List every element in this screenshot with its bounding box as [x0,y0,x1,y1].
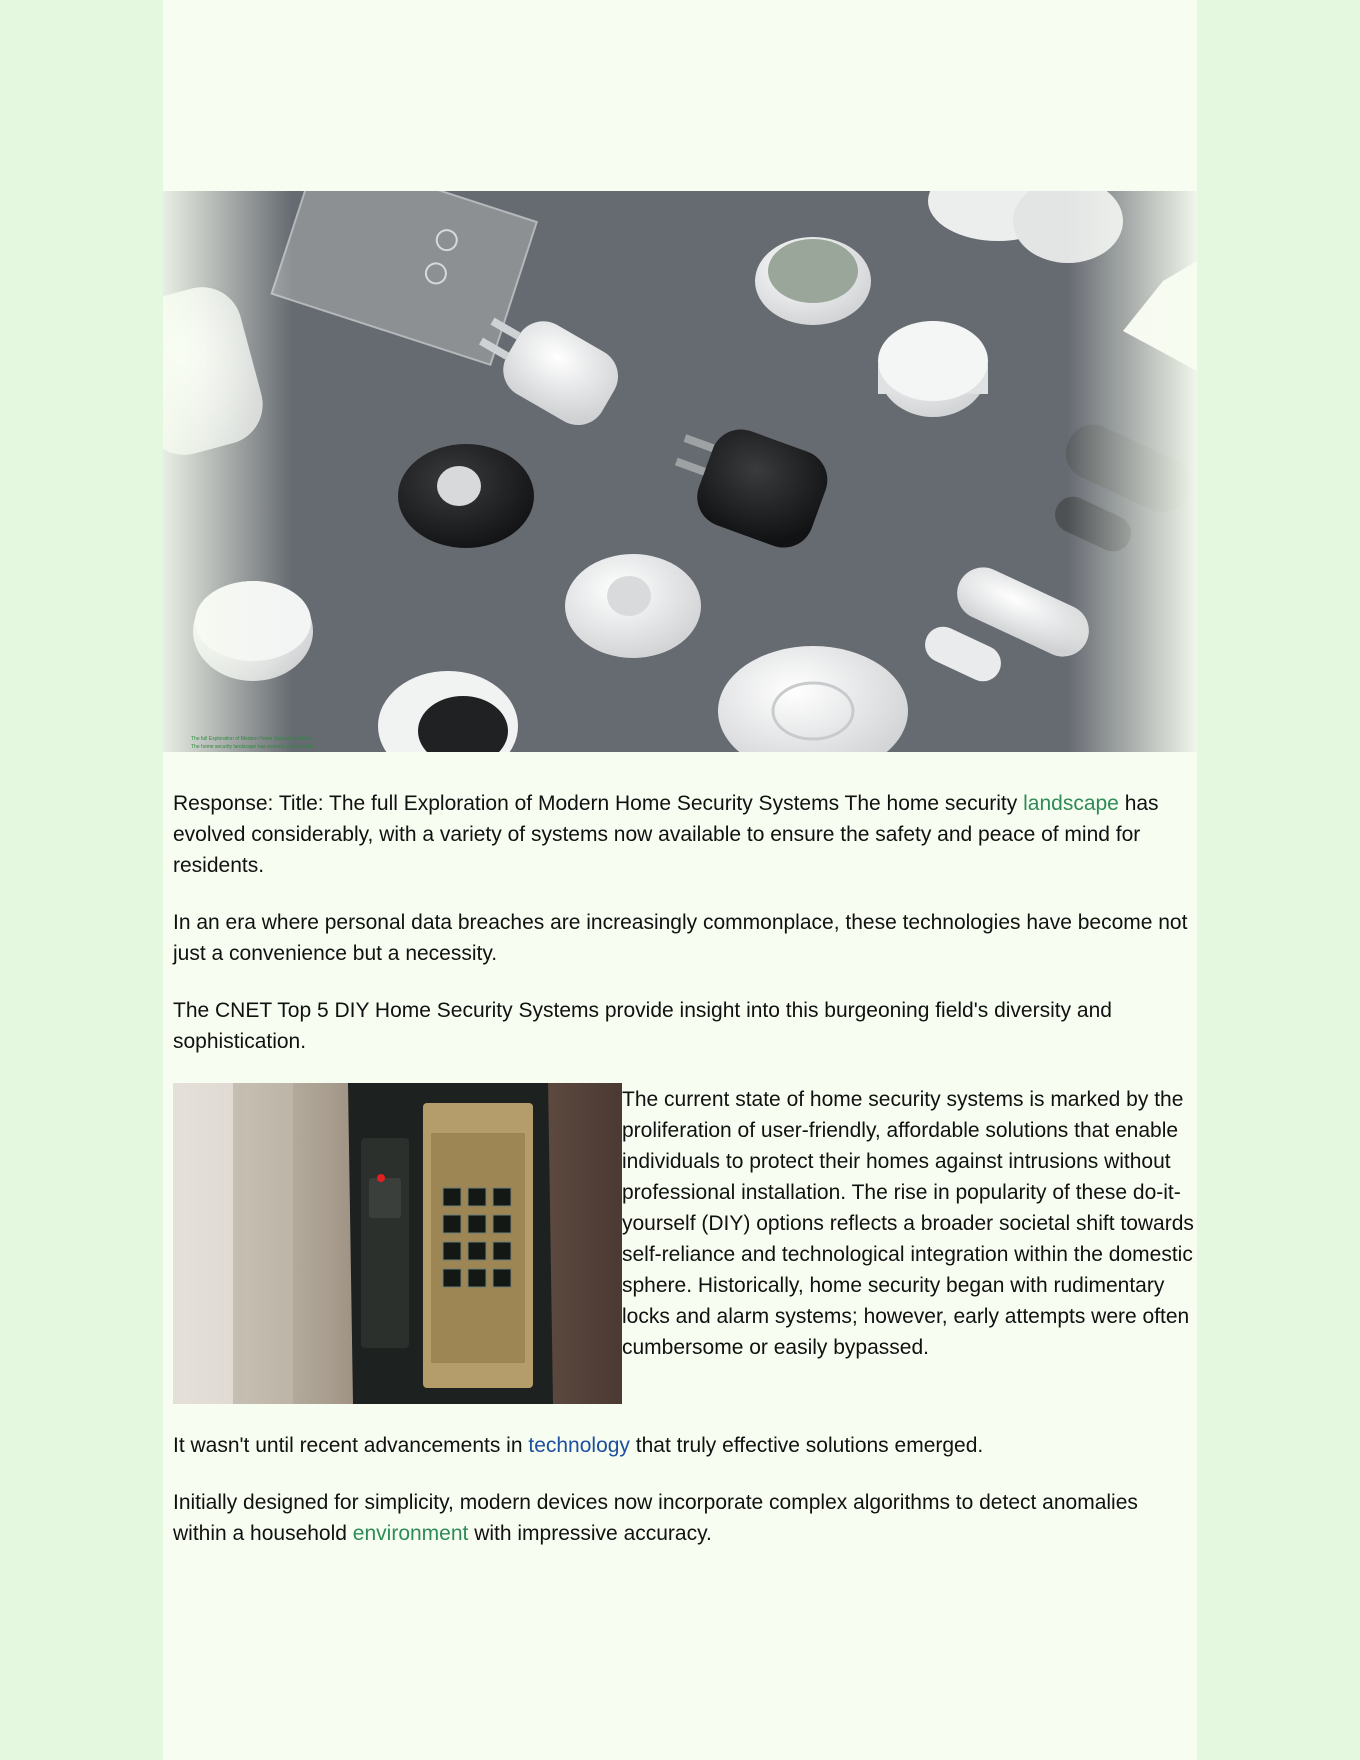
paragraph-era: In an era where personal data breaches are increasingly commonplace, these technologies have become not just a convenience but a necessity. [173,911,1188,965]
hero-image [163,191,1197,752]
paragraph-simplicity-text-end: with impressive accuracy. [468,1522,712,1545]
hero-caption-line2: The home security landscape has evolved considerably [191,744,314,750]
paragraph-intro-text: Response: Title: The full Exploration of Modern Home Security Systems The home security [173,792,1024,815]
hero-caption-line1: The full Exploration of Modern Home Security Systems [191,736,313,742]
paragraph-current-state: The current state of home security systems is marked by the proliferation of user-friendly, affordable solutions that enable individuals to protect their homes against intrusions without professional installation. The rise in popularity of these do-it-yourself (DIY) options reflects a broader societal shift towards self-reliance and technological integration within the domestic sphere. Historically, home security began with rudimentary locks and alarm systems; however, early attempts were often cumbersome or easily bypassed. [622,1088,1194,1359]
paragraph-intro [173,788,1197,881]
paragraph-simplicity [173,1487,1197,1549]
environment-link[interactable]: environment [352,1522,469,1545]
figure-with-text [173,1083,1197,1404]
paragraph-intro-text-end: has evolved considerably, with a variety of systems now available to ensure the safety and peace of mind for residents. [173,792,1159,877]
paragraph-advancements-text-end: that truly effective solutions emerged. [629,1434,984,1457]
paragraph-simplicity-text: Initially designed for simplicity, modern devices now incorporate complex algorithms to detect anomalies within a household [173,1491,1138,1545]
article-page [163,0,1197,1760]
article-body [173,788,1197,1575]
keypad-image [173,1083,622,1404]
paragraph-cnet: The CNET Top 5 DIY Home Security Systems provide insight into this burgeoning field's diversity and sophistication. [173,999,1112,1053]
paragraph-advancements-text: It wasn't until recent advancements in [173,1434,529,1457]
technology-link[interactable]: technology [528,1434,630,1457]
paragraph-advancements [173,1430,1197,1461]
hero-caption [191,735,314,751]
landscape-link[interactable]: landscape [1023,792,1119,815]
